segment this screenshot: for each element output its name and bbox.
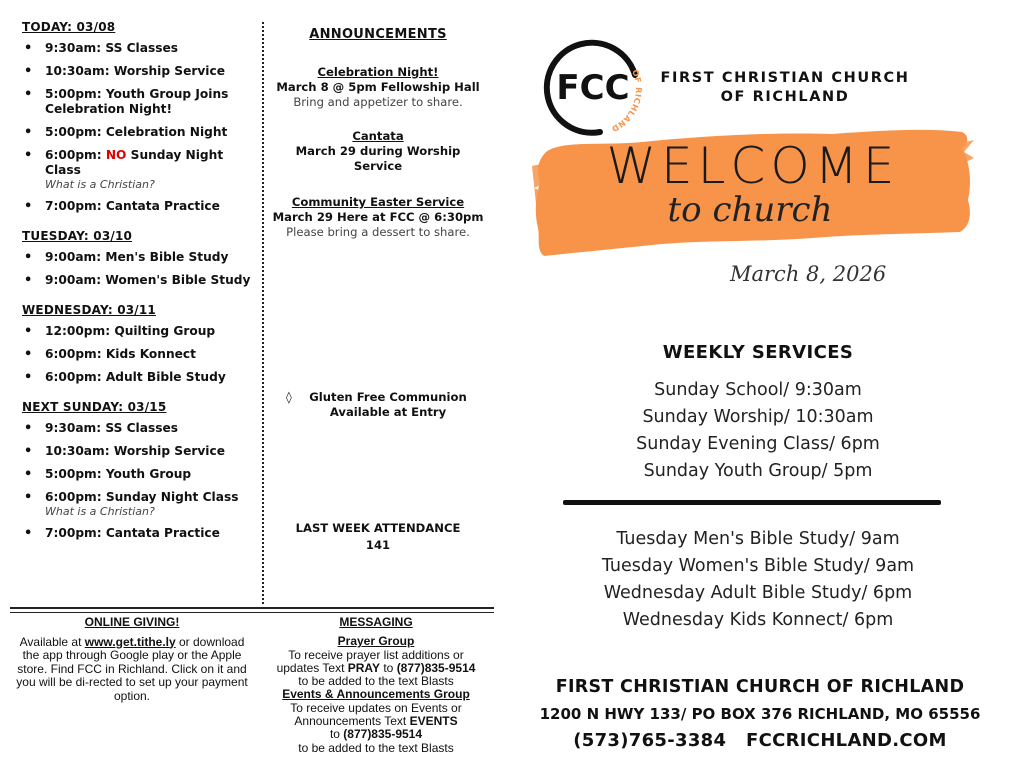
communion-line-2: Available at Entry xyxy=(329,405,447,419)
next-sunday-list xyxy=(22,421,258,541)
schedule-item: • 10:30am: Worship Service xyxy=(22,444,258,459)
announcement-note: Bring and appetizer to share. xyxy=(293,95,463,109)
events-to: to xyxy=(329,727,344,742)
church-name-header xyxy=(660,69,910,107)
events-phone: (877)835-9514 xyxy=(343,727,423,742)
announcement-detail: March 8 @ 5pm Fellowship Hall xyxy=(276,80,480,94)
next-sunday-heading: NEXT SUNDAY: 03/15 xyxy=(22,400,167,414)
service-item: Sunday Evening Class/ 6pm xyxy=(636,434,880,454)
prayer-text: updates Text xyxy=(276,660,348,675)
messaging-title: MESSAGING xyxy=(339,615,413,629)
online-giving-text xyxy=(10,636,254,704)
no-highlight: NO xyxy=(105,148,127,162)
prayer-line-2 xyxy=(258,662,494,675)
footer-church-name: FIRST CHRISTIAN CHURCH OF RICHLAND xyxy=(555,677,965,697)
events-group-heading: Events & Announcements Group xyxy=(282,687,470,702)
announcements-section xyxy=(270,27,486,239)
giving-text-pre: Available at xyxy=(19,634,85,649)
tuesday-heading: TUESDAY: 03/10 xyxy=(22,229,133,243)
attendance-box xyxy=(270,520,486,554)
welcome-title: WELCOME xyxy=(606,137,900,195)
cantata-announcement xyxy=(270,129,486,174)
schedule-item: • 6:00pm: Adult Bible Study xyxy=(22,370,258,385)
events-line-2 xyxy=(258,715,494,728)
footer-website[interactable]: FCCRICHLAND.COM xyxy=(746,730,947,751)
service-item: Sunday School/ 9:30am xyxy=(654,380,862,400)
attendance-value: 141 xyxy=(365,538,391,552)
sunday-services-list xyxy=(560,377,956,485)
online-giving-section xyxy=(10,616,254,703)
prayer-phone: (877)835-9514 xyxy=(396,660,476,675)
wednesday-block xyxy=(22,303,258,385)
welcome-subtitle: to church xyxy=(667,190,833,230)
prayer-line-1: To receive prayer list additions or xyxy=(288,647,464,662)
schedule-item: • 9:30am: SS Classes xyxy=(22,41,258,56)
messaging-section xyxy=(258,616,494,755)
schedule-item xyxy=(22,490,258,518)
schedule-item-text: 6:00pm: Sunday Night Class xyxy=(45,490,239,504)
section-divider xyxy=(10,607,494,613)
schedule-item-time: 6:00pm: xyxy=(45,148,106,162)
service-item: Tuesday Men's Bible Study/ 9am xyxy=(616,529,900,549)
schedule-item: • 6:00pm: Kids Konnect xyxy=(22,347,258,362)
easter-announcement xyxy=(270,195,486,239)
prayer-to: to xyxy=(380,660,397,675)
schedule-item: • 7:00pm: Cantata Practice xyxy=(22,199,258,214)
schedule-item: • 5:00pm: Youth Group xyxy=(22,467,258,482)
announcement-detail: March 29 during Worship Service xyxy=(295,144,461,173)
schedule-item: • 12:00pm: Quilting Group xyxy=(22,324,258,339)
footer-contact xyxy=(530,730,990,751)
logo-letters: FCC xyxy=(556,68,630,108)
class-topic-note: What is a Christian? xyxy=(45,505,155,518)
schedule-item: • 10:30am: Worship Service xyxy=(22,64,258,79)
events-line-1: To receive updates on Events or xyxy=(290,700,462,715)
announcement-heading: Community Easter Service xyxy=(291,195,465,209)
diamond-bullet-icon: ◊ xyxy=(286,390,292,404)
footer-phone[interactable]: (573)765-3384 xyxy=(573,730,727,751)
schedule-item: • 5:00pm: Youth Group Joins Celebration Night! xyxy=(22,87,258,117)
today-heading: TODAY: 03/08 xyxy=(22,20,116,34)
tuesday-list xyxy=(22,250,258,288)
schedule-item: • 9:00am: Women's Bible Study xyxy=(22,273,258,288)
events-line-3 xyxy=(258,728,494,741)
schedule-item-rest: Sunday Night Class xyxy=(45,148,224,177)
schedule-item xyxy=(22,148,258,191)
celebration-announcement xyxy=(270,65,486,109)
online-giving-title: ONLINE GIVING! xyxy=(84,615,180,629)
service-item: Sunday Youth Group/ 5pm xyxy=(643,461,873,481)
service-item: Tuesday Women's Bible Study/ 9am xyxy=(601,556,915,576)
weekly-services-title: WEEKLY SERVICES xyxy=(662,342,854,363)
announcement-heading: Cantata xyxy=(352,129,404,143)
church-name-line-2: OF RICHLAND xyxy=(720,89,850,105)
class-topic-note: What is a Christian? xyxy=(45,178,155,191)
events-text: Announcements Text xyxy=(294,714,410,729)
communion-line-1: Gluten Free Communion xyxy=(309,390,467,404)
weekly-schedule xyxy=(22,20,258,556)
announcement-note: Please bring a dessert to share. xyxy=(286,225,470,239)
attendance-label: LAST WEEK ATTENDANCE xyxy=(295,521,461,535)
prayer-line-3: to be added to the text Blasts xyxy=(298,674,454,689)
announcements-title: ANNOUNCEMENTS xyxy=(309,27,447,42)
events-line-4: to be added to the text Blasts xyxy=(298,740,454,755)
footer-address: 1200 N HWY 133/ PO BOX 376 RICHLAND, MO 65556 xyxy=(539,705,981,723)
announcement-heading: Celebration Night! xyxy=(317,65,439,79)
today-list xyxy=(22,41,258,214)
pray-keyword: PRAY xyxy=(347,660,380,675)
prayer-group-heading: Prayer Group xyxy=(337,634,415,649)
weekday-services-list xyxy=(560,526,956,634)
service-item: Sunday Worship/ 10:30am xyxy=(642,407,874,427)
service-item: Wednesday Adult Bible Study/ 6pm xyxy=(603,583,913,603)
announcement-detail: March 29 Here at FCC @ 6:30pm xyxy=(272,210,484,224)
services-divider xyxy=(563,500,941,505)
today-block xyxy=(22,20,258,214)
communion-note xyxy=(286,390,476,420)
tithely-link[interactable]: www.get.tithe.ly xyxy=(84,634,176,649)
logo-ring-text: OF RICHLAND xyxy=(609,68,644,134)
giving-text-post: or download the app through Google play or the Apple store. Find FCC in Richland. Click on it and you will be di-rected to set up your payment option. xyxy=(16,634,248,703)
events-keyword: EVENTS xyxy=(409,714,458,729)
schedule-item: • 9:00am: Men's Bible Study xyxy=(22,250,258,265)
bulletin-date: March 8, 2026 xyxy=(730,262,887,286)
column-divider xyxy=(262,22,264,604)
wednesday-heading: WEDNESDAY: 03/11 xyxy=(22,303,156,317)
schedule-item: • 9:30am: SS Classes xyxy=(22,421,258,436)
schedule-item: • 7:00pm: Cantata Practice xyxy=(22,526,258,541)
service-item: Wednesday Kids Konnect/ 6pm xyxy=(622,610,894,630)
tuesday-block xyxy=(22,229,258,288)
church-name-line-1: FIRST CHRISTIAN CHURCH xyxy=(660,70,910,86)
schedule-item: • 5:00pm: Celebration Night xyxy=(22,125,258,140)
wednesday-list xyxy=(22,324,258,385)
next-sunday-block xyxy=(22,400,258,541)
